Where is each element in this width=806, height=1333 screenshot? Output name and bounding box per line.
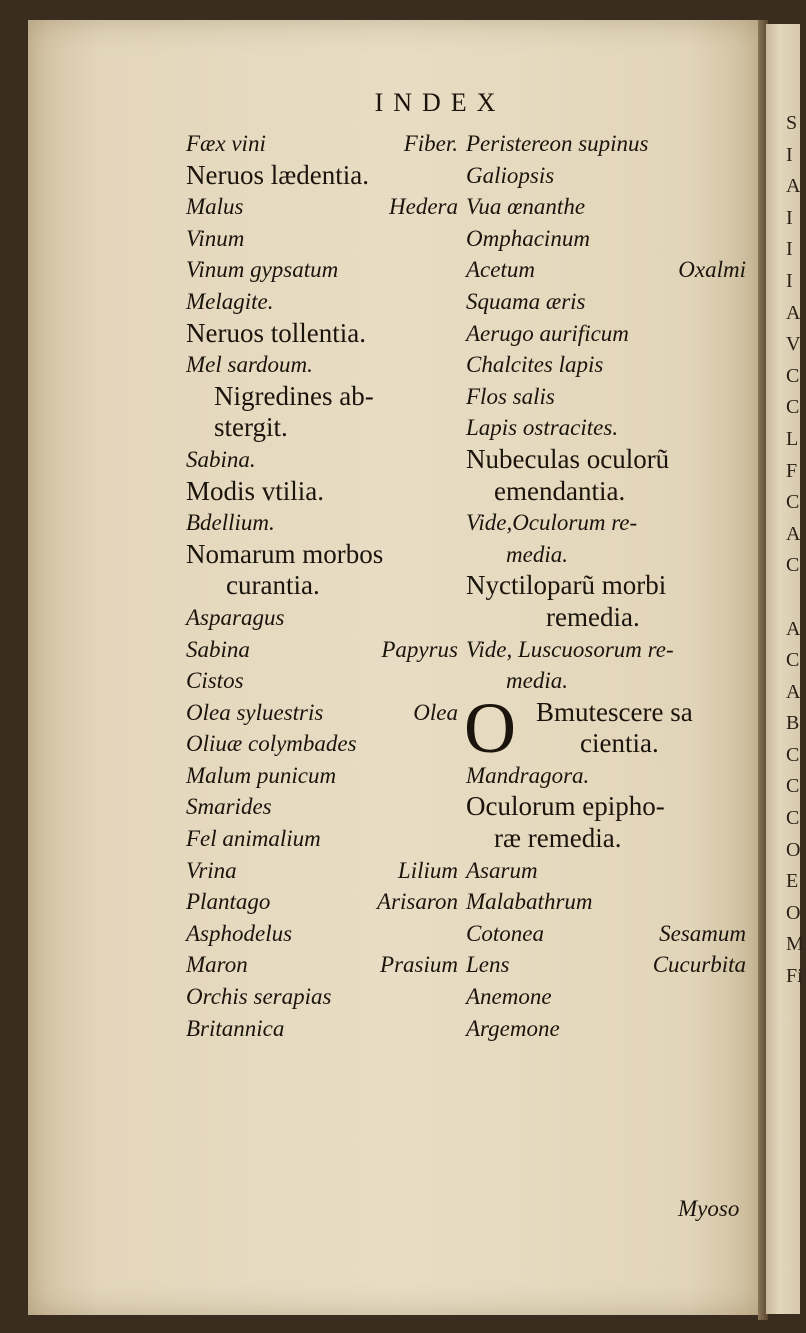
- index-entry: [186, 160, 458, 192]
- index-entry: [466, 191, 746, 223]
- index-entry: [186, 697, 458, 729]
- index-term: Hedera: [389, 194, 458, 220]
- index-entry: [186, 949, 458, 981]
- index-term: Malus: [186, 194, 244, 220]
- edge-letter: C: [786, 396, 800, 419]
- index-entry: [466, 160, 746, 192]
- index-entry: [466, 981, 746, 1013]
- index-term: Modis vtilia.: [186, 475, 325, 506]
- index-entry: [466, 286, 746, 318]
- index-entry: [466, 318, 746, 350]
- index-entry: [466, 855, 746, 887]
- index-term: emendantia.: [494, 475, 626, 506]
- edge-letter: O: [786, 901, 801, 924]
- edge-letter: I: [786, 143, 793, 166]
- edge-letter: A: [786, 522, 801, 545]
- index-term: Vide, Luscuosorum re-: [466, 636, 674, 662]
- index-entry: [466, 634, 746, 666]
- index-term: Sabina: [186, 636, 250, 662]
- index-term: Cotonea: [466, 920, 544, 946]
- index-term: Melagite.: [186, 288, 274, 314]
- index-term: Asparagus: [186, 604, 285, 630]
- index-entry: [466, 823, 746, 855]
- index-term: Oculorum epipho-: [466, 791, 665, 822]
- index-entry: [466, 728, 746, 760]
- index-term: Sabina.: [186, 446, 256, 472]
- index-entry: [186, 886, 458, 918]
- index-term: Cucurbita: [652, 952, 746, 978]
- index-term: Nomarum morbos: [186, 538, 384, 569]
- page-header: INDEX: [374, 88, 506, 117]
- catchword: Myoso: [678, 1196, 740, 1221]
- index-entry: [466, 507, 746, 539]
- index-term: ræ remedia.: [494, 823, 622, 854]
- edge-letter: C: [786, 743, 800, 766]
- index-entry: [186, 444, 458, 476]
- index-term: Nyctiloparũ morbi: [466, 570, 667, 601]
- index-term: curantia.: [226, 570, 320, 601]
- index-entry: [466, 128, 746, 160]
- index-term: remedia.: [546, 601, 640, 632]
- index-term: Peristereon supinus: [466, 131, 649, 156]
- edge-letter: S: [786, 112, 798, 134]
- edge-letter: O: [786, 838, 801, 861]
- index-entry: [186, 254, 458, 286]
- edge-letter: A: [786, 680, 801, 703]
- index-term: Plantago: [186, 889, 271, 915]
- index-term: stergit.: [214, 412, 288, 443]
- index-term: Omphacinum: [466, 225, 590, 251]
- index-column-left: [186, 128, 458, 1044]
- index-entry: [466, 476, 746, 508]
- index-column-right: [466, 128, 746, 1044]
- index-term: Argemone: [466, 1015, 560, 1041]
- index-term: Bdellium.: [186, 510, 275, 536]
- index-term: Anemone: [466, 984, 552, 1010]
- index-entry: [186, 1013, 458, 1045]
- index-entry: [466, 223, 746, 255]
- index-term: Lilium: [397, 857, 458, 883]
- index-entry: [186, 602, 458, 634]
- index-entry: [466, 760, 746, 792]
- index-entry: [466, 444, 746, 476]
- index-entry: [186, 349, 458, 381]
- edge-letter: V: [786, 333, 801, 356]
- facing-page-letters: [786, 108, 806, 993]
- index-term: Flos salis: [466, 383, 555, 409]
- edge-letter: F: [786, 459, 798, 482]
- index-term: Nigredines ab-: [214, 380, 374, 411]
- index-entry: [186, 318, 458, 350]
- index-entry: [466, 570, 746, 602]
- index-entry: [466, 918, 746, 950]
- index-term: Fæx vini: [186, 131, 266, 156]
- edge-letter: B: [786, 712, 800, 735]
- index-term: Nubeculas oculorũ: [466, 443, 670, 474]
- index-entry: [466, 791, 746, 823]
- index-term: Vide,Oculorum re-: [466, 510, 638, 536]
- index-term: Smarides: [186, 794, 272, 820]
- index-entry: [466, 886, 746, 918]
- edge-letter: [786, 582, 806, 614]
- index-term: Maron: [186, 952, 248, 978]
- index-entry: [186, 223, 458, 255]
- index-entry: [466, 381, 746, 413]
- index-term: cientia.: [580, 728, 659, 759]
- index-entry: [186, 412, 458, 444]
- edge-letter: C: [786, 775, 800, 798]
- index-term: Olea: [413, 699, 458, 725]
- index-entry: [186, 981, 458, 1013]
- edge-letter: C: [786, 807, 800, 830]
- index-term: Lens: [466, 952, 510, 978]
- index-entry: [186, 507, 458, 539]
- index-term: Cistos: [186, 668, 244, 694]
- edge-letter: I: [786, 269, 793, 292]
- edge-letter: I: [786, 206, 793, 229]
- edge-letter: L: [786, 427, 799, 450]
- index-term: Asphodelus: [186, 920, 293, 946]
- index-term: Vinum: [186, 225, 245, 251]
- index-entry: [186, 665, 458, 697]
- index-term: Malabathrum: [466, 889, 593, 915]
- index-term: Papyrus: [381, 636, 458, 662]
- index-term: Vua œnanthe: [466, 194, 586, 220]
- index-term: Neruos lædentia.: [186, 159, 369, 190]
- index-term: Mandragora.: [466, 762, 590, 788]
- index-term: Neruos tollentia.: [186, 317, 366, 348]
- index-term: Prasium: [380, 952, 458, 978]
- index-term: Lapis ostracites.: [466, 415, 619, 441]
- index-term: Vrina: [186, 857, 237, 883]
- drop-cap: O: [464, 687, 516, 768]
- index-entry: [186, 128, 458, 160]
- index-term: Bmutescere sa: [536, 696, 693, 727]
- index-term: Mel sardoum.: [186, 352, 313, 378]
- index-term: Squama æris: [466, 288, 586, 314]
- index-term: Oliuæ colymbades: [186, 731, 357, 757]
- index-term: media.: [506, 541, 568, 567]
- edge-letter: C: [786, 364, 800, 387]
- index-entry: [186, 791, 458, 823]
- index-entry: [186, 570, 458, 602]
- index-entry: [466, 539, 746, 571]
- index-term: Fiber.: [403, 131, 458, 156]
- index-term: Britannica: [186, 1015, 285, 1041]
- index-entry: [186, 823, 458, 855]
- index-term: Olea syluestris: [186, 699, 324, 725]
- index-entry: [466, 1013, 746, 1045]
- index-entry: [466, 602, 746, 634]
- index-entry: [186, 191, 458, 223]
- edge-letter: C: [786, 491, 800, 514]
- index-entry: [186, 476, 458, 508]
- edge-letter: C: [786, 554, 800, 577]
- index-entry: [466, 349, 746, 381]
- index-term: Galiopsis: [466, 162, 555, 188]
- index-entry: [186, 286, 458, 318]
- index-term: Fel animalium: [186, 826, 321, 852]
- edge-letter: I: [786, 238, 793, 261]
- index-term: Orchis serapias: [186, 984, 332, 1010]
- index-term: Asarum: [466, 857, 538, 883]
- index-entry: [186, 918, 458, 950]
- index-term: Aerugo aurificum: [466, 320, 629, 346]
- index-term: Oxalmi: [678, 257, 746, 283]
- index-entry: [186, 539, 458, 571]
- edge-letter: E: [786, 870, 799, 893]
- index-entry: [466, 412, 746, 444]
- index-entry: [186, 760, 458, 792]
- index-entry: [466, 949, 746, 981]
- edge-letter: Fi: [786, 965, 803, 988]
- index-term: Vinum gypsatum: [186, 257, 339, 283]
- index-term: Chalcites lapis: [466, 352, 604, 378]
- edge-letter: M: [786, 933, 804, 956]
- edge-letter: A: [786, 301, 801, 324]
- index-term: Arisaron: [377, 889, 458, 915]
- index-entry: [186, 855, 458, 887]
- index-term: media.: [506, 668, 568, 694]
- index-term: Sesamum: [659, 920, 746, 946]
- index-term: Acetum: [466, 257, 535, 283]
- index-entry: [186, 381, 458, 413]
- index-entry: [466, 254, 746, 286]
- edge-letter: C: [786, 649, 800, 672]
- index-term: Malum punicum: [186, 762, 337, 788]
- index-entry: [186, 634, 458, 666]
- edge-letter: A: [786, 175, 801, 198]
- index-entry: [186, 728, 458, 760]
- edge-letter: A: [786, 617, 801, 640]
